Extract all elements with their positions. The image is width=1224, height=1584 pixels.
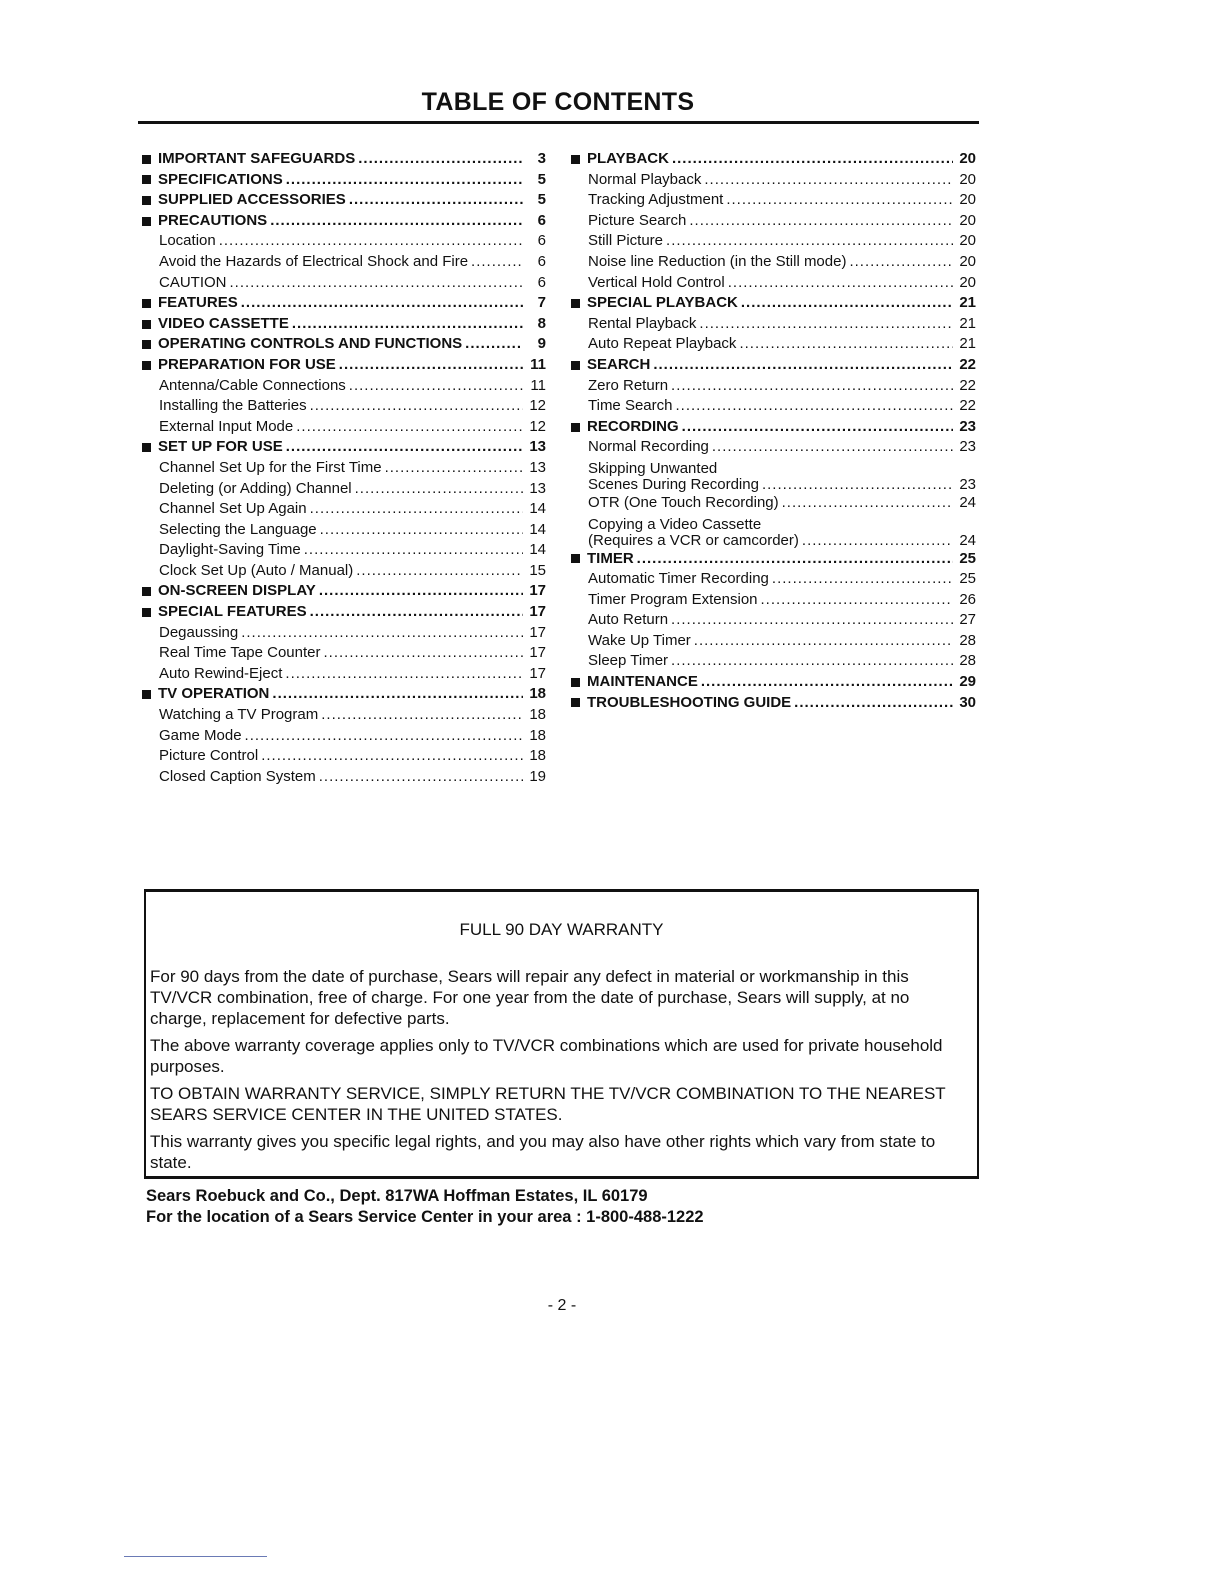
dot-leader <box>682 417 953 438</box>
toc-subentry <box>571 252 976 273</box>
toc-section <box>142 602 546 623</box>
toc-label: Real Time Tape Counter <box>159 644 321 662</box>
toc-label: ON-SCREEN DISPLAY <box>158 582 316 600</box>
toc-label: Selecting the Language <box>159 520 317 538</box>
toc-subentry <box>142 726 546 747</box>
toc-label: PREPARATION FOR USE <box>158 355 336 373</box>
toc-label: PLAYBACK <box>587 150 669 167</box>
toc-label: Auto Rewind-Eject <box>159 664 283 682</box>
toc-subentry <box>142 231 546 252</box>
toc-page-number: 18 <box>529 706 546 724</box>
toc-label: RECORDING <box>587 417 679 435</box>
dot-leader <box>761 590 954 611</box>
toc-label: OPERATING CONTROLS AND FUNCTIONS <box>158 335 463 353</box>
warranty-box <box>144 889 979 1179</box>
toc-subentry <box>571 273 976 294</box>
toc-label: CAUTION <box>159 273 227 291</box>
toc-page-number: 18 <box>529 726 546 744</box>
toc-section <box>142 437 546 458</box>
toc-subentry <box>142 705 546 726</box>
sears-phone: For the location of a Sears Service Center in your area : 1-800-488-1222 <box>146 1208 704 1226</box>
dot-leader <box>358 149 523 170</box>
page-number: - 2 - <box>547 1297 577 1314</box>
toc-label: Location <box>159 232 216 250</box>
toc-page-number: 20 <box>959 170 976 188</box>
toc-page-number: 24 <box>959 493 976 511</box>
toc-page-number: 14 <box>529 541 546 559</box>
toc-subentry <box>142 643 546 664</box>
dot-leader <box>285 664 523 685</box>
toc-page-number: 7 <box>537 294 546 312</box>
square-bullet-icon <box>142 299 151 308</box>
toc-label: Channel Set Up for the First Time <box>159 458 382 476</box>
toc-left-column <box>142 149 546 787</box>
toc-label: OTR (One Touch Recording) <box>588 493 779 511</box>
square-bullet-icon <box>142 340 151 349</box>
toc-subentry <box>571 590 976 611</box>
square-bullet-icon <box>142 196 151 205</box>
square-bullet-icon <box>142 217 151 226</box>
dot-leader <box>728 273 953 294</box>
toc-section <box>571 417 976 438</box>
dot-leader <box>849 252 953 273</box>
dot-leader <box>694 631 953 652</box>
toc-subentry <box>142 540 546 561</box>
toc-label: FEATURES <box>158 294 238 312</box>
toc-label: SEARCH <box>587 355 651 373</box>
toc-subentry <box>142 664 546 685</box>
toc-page-number: 3 <box>537 150 546 167</box>
toc-label: VIDEO CASSETTE <box>158 314 289 332</box>
dot-leader <box>230 273 524 294</box>
toc-subentry <box>142 561 546 582</box>
toc-page-number: 5 <box>537 170 546 188</box>
dot-leader <box>653 355 953 376</box>
toc-label: TV OPERATION <box>158 685 270 703</box>
toc-label: Still Picture <box>588 232 664 250</box>
toc-section <box>142 355 546 376</box>
dot-leader <box>385 458 523 479</box>
dot-leader <box>339 355 523 376</box>
toc-label: Auto Return <box>588 611 669 629</box>
toc-label: Timer Program Extension <box>588 590 758 608</box>
square-bullet-icon <box>571 155 580 164</box>
toc-label: Wake Up Timer <box>588 631 691 649</box>
toc-section <box>571 293 976 314</box>
toc-label: Normal Playback <box>588 170 702 188</box>
dot-leader <box>310 499 523 520</box>
dot-leader <box>699 314 953 335</box>
toc-page-number: 30 <box>959 693 976 711</box>
toc-subentry <box>571 396 976 417</box>
toc-label-line: (Requires a VCR or camcorder) <box>588 531 799 549</box>
toc-section <box>142 149 546 170</box>
toc-label: Picture Search <box>588 211 687 229</box>
toc-page-number: 20 <box>959 273 976 291</box>
toc-subentry <box>142 520 546 541</box>
toc-page-number: 18 <box>529 747 546 765</box>
toc-subentry <box>571 458 976 493</box>
dot-leader <box>712 437 953 458</box>
toc-section <box>142 684 546 705</box>
toc-page-number: 24 <box>959 531 976 549</box>
toc-label: Rental Playback <box>588 314 697 332</box>
toc-label: Closed Caption System <box>159 767 316 785</box>
toc-label: Auto Repeat Playback <box>588 335 737 353</box>
toc-page-number: 28 <box>959 652 976 670</box>
dot-leader <box>782 493 953 514</box>
toc-label: SUPPLIED ACCESSORIES <box>158 191 346 209</box>
dot-leader <box>762 477 953 493</box>
dot-leader <box>741 293 953 314</box>
warranty-title: FULL 90 DAY WARRANTY <box>459 920 664 939</box>
toc-label: Normal Recording <box>588 438 709 456</box>
toc-page-number: 12 <box>529 397 546 415</box>
square-bullet-icon <box>142 690 151 699</box>
toc-section <box>571 672 976 693</box>
dot-leader <box>319 767 523 788</box>
toc-page-number: 20 <box>959 211 976 229</box>
toc-subentry <box>571 376 976 397</box>
toc-page-number: 28 <box>959 631 976 649</box>
toc-section <box>142 170 546 191</box>
dot-leader <box>471 252 523 273</box>
toc-subentry <box>142 499 546 520</box>
toc-subentry <box>142 746 546 767</box>
toc-page-number: 13 <box>529 438 546 456</box>
square-bullet-icon <box>142 155 151 164</box>
toc-label: MAINTENANCE <box>587 673 698 691</box>
warranty-paragraph: For 90 days from the date of purchase, Sears will repair any defect in material or workmanship in this TV/VCR combination, free of charge. For one year from the date of purchase, Sears will supply, at no charge, replacement for defective parts. <box>150 967 910 1028</box>
toc-section <box>142 581 546 602</box>
dot-leader <box>286 170 523 191</box>
dot-leader <box>704 170 953 191</box>
warranty-paragraph: TO OBTAIN WARRANTY SERVICE, SIMPLY RETURN THE TV/VCR COMBINATION TO THE NEAREST SEARS SERVICE CENTER IN THE UNITED STATES. <box>150 1084 946 1124</box>
square-bullet-icon <box>571 423 580 432</box>
toc-page-number: 17 <box>529 623 546 641</box>
toc-label: PRECAUTIONS <box>158 211 268 229</box>
toc-page-number: 5 <box>537 191 546 209</box>
toc-subentry <box>142 417 546 438</box>
dot-leader <box>320 520 523 541</box>
dot-leader <box>739 334 953 355</box>
toc-section <box>571 355 976 376</box>
toc-page-number: 25 <box>959 570 976 588</box>
square-bullet-icon <box>142 175 151 184</box>
square-bullet-icon <box>142 608 151 617</box>
dot-leader <box>323 643 523 664</box>
dot-leader <box>701 672 953 693</box>
dot-leader <box>261 746 523 767</box>
toc-page-number: 29 <box>959 673 976 691</box>
toc-label: Picture Control <box>159 747 259 765</box>
toc-page-number: 23 <box>959 417 976 435</box>
dot-leader <box>292 314 523 335</box>
toc-page-number: 20 <box>959 150 976 167</box>
toc-label: Installing the Batteries <box>159 397 307 415</box>
dot-leader <box>726 190 953 211</box>
toc-page-number: 17 <box>529 644 546 662</box>
toc-subentry <box>142 458 546 479</box>
toc-page-number: 21 <box>959 335 976 353</box>
toc-label: Sleep Timer <box>588 652 669 670</box>
dot-leader <box>310 602 523 623</box>
toc-page-number: 27 <box>959 611 976 629</box>
dot-leader <box>355 479 523 500</box>
toc-label: Game Mode <box>159 726 242 744</box>
toc-subentry <box>571 334 976 355</box>
sears-contact <box>146 1186 704 1228</box>
toc-label: Degaussing <box>159 623 239 641</box>
toc-label: Antenna/Cable Connections <box>159 376 346 394</box>
toc-page-number: 15 <box>529 561 546 579</box>
toc-section <box>142 314 546 335</box>
dot-leader <box>356 561 523 582</box>
toc-label-line: Scenes During Recording <box>588 475 759 493</box>
toc-subentry <box>571 211 976 232</box>
toc-page-number: 22 <box>959 376 976 394</box>
toc-page-number: 14 <box>529 520 546 538</box>
dot-leader <box>671 651 953 672</box>
dot-leader <box>304 540 523 561</box>
toc-page-number: 23 <box>959 438 976 456</box>
toc-section <box>571 149 976 170</box>
toc-label: TROUBLESHOOTING GUIDE <box>587 693 792 711</box>
toc-section <box>571 549 976 570</box>
toc-page-number: 17 <box>529 603 546 621</box>
toc-label: Avoid the Hazards of Electrical Shock and Fire <box>159 252 469 270</box>
toc-page-number: 26 <box>959 590 976 608</box>
toc-subentry <box>571 514 976 549</box>
dot-leader <box>272 684 523 705</box>
toc-subentry <box>142 623 546 644</box>
toc-page-number: 20 <box>959 252 976 270</box>
square-bullet-icon <box>142 320 151 329</box>
toc-section <box>571 693 976 714</box>
dot-leader <box>321 705 523 726</box>
toc-page-number: 22 <box>959 397 976 415</box>
toc-page-number: 18 <box>529 685 546 703</box>
dot-leader <box>671 610 953 631</box>
dot-leader <box>245 726 523 747</box>
toc-page-number: 9 <box>537 335 546 353</box>
toc-page-number: 17 <box>529 582 546 600</box>
footer-rule <box>124 1556 267 1557</box>
toc-page-number: 25 <box>959 549 976 567</box>
toc-subentry <box>571 314 976 335</box>
toc-page-number: 6 <box>537 211 546 229</box>
dot-leader <box>349 190 523 211</box>
toc-subentry <box>571 190 976 211</box>
toc-subentry <box>571 437 976 458</box>
warranty-paragraph: The above warranty coverage applies only to TV/VCR combinations which are used for private household purposes. <box>150 1036 943 1076</box>
toc-label: Automatic Timer Recording <box>588 570 769 588</box>
page-title: TABLE OF CONTENTS <box>421 88 695 116</box>
square-bullet-icon <box>571 554 580 563</box>
dot-leader <box>310 396 523 417</box>
square-bullet-icon <box>571 698 580 707</box>
toc-label: SPECIFICATIONS <box>158 170 283 188</box>
toc-section <box>142 211 546 232</box>
toc-subentry <box>142 767 546 788</box>
toc-section <box>142 293 546 314</box>
dot-leader <box>241 623 523 644</box>
toc-subentry <box>571 170 976 191</box>
toc-page-number: 20 <box>959 232 976 250</box>
toc-label: Channel Set Up Again <box>159 500 307 518</box>
toc-subentry <box>142 252 546 273</box>
toc-subentry <box>571 569 976 590</box>
sears-address: Sears Roebuck and Co., Dept. 817WA Hoffman Estates, IL 60179 <box>146 1187 648 1205</box>
toc-page-number: 6 <box>537 252 546 270</box>
toc-right-column <box>571 149 976 713</box>
toc-page-number: 12 <box>529 417 546 435</box>
toc-subentry <box>571 231 976 252</box>
toc-page-number: 6 <box>537 232 546 250</box>
dot-leader <box>296 417 523 438</box>
toc-label: Noise line Reduction (in the Still mode) <box>588 252 847 270</box>
dot-leader <box>286 437 523 458</box>
square-bullet-icon <box>571 299 580 308</box>
toc-page-number: 13 <box>529 458 546 476</box>
dot-leader <box>319 581 523 602</box>
dot-leader <box>666 231 953 252</box>
toc-label: SPECIAL FEATURES <box>158 603 307 621</box>
toc-subentry <box>571 631 976 652</box>
dot-leader <box>675 396 953 417</box>
toc-label: Vertical Hold Control <box>588 273 725 291</box>
dot-leader <box>219 231 523 252</box>
toc-label-line: Skipping Unwanted <box>588 459 718 477</box>
warranty-text <box>150 966 967 1179</box>
toc-subentry <box>142 376 546 397</box>
toc-subentry <box>142 273 546 294</box>
toc-subentry <box>571 493 976 514</box>
warranty-paragraph: This warranty gives you specific legal rights, and you may also have other rights which vary from state to state. <box>150 1132 936 1172</box>
toc-subentry <box>142 396 546 417</box>
toc-label: Tracking Adjustment <box>588 191 724 209</box>
toc-page-number: 13 <box>529 479 546 497</box>
toc-label: Daylight-Saving Time <box>159 541 301 559</box>
toc-label: Time Search <box>588 397 673 415</box>
toc-label <box>588 461 759 493</box>
toc-subentry <box>571 610 976 631</box>
dot-leader <box>689 211 953 232</box>
toc-label: External Input Mode <box>159 417 294 435</box>
toc-page-number: 11 <box>530 355 546 373</box>
toc-label: Clock Set Up (Auto / Manual) <box>159 561 354 579</box>
toc-label: SET UP FOR USE <box>158 438 283 456</box>
square-bullet-icon <box>142 587 151 596</box>
toc-section <box>142 190 546 211</box>
toc-section <box>142 334 546 355</box>
square-bullet-icon <box>571 361 580 370</box>
toc-label: Deleting (or Adding) Channel <box>159 479 352 497</box>
toc-subentry <box>571 651 976 672</box>
dot-leader <box>241 293 523 314</box>
toc-label-line: Copying a Video Cassette <box>588 515 762 533</box>
toc-page-number: 19 <box>529 767 546 785</box>
toc-page-number: 23 <box>959 475 976 493</box>
dot-leader <box>349 376 523 397</box>
toc-page-number: 11 <box>530 376 546 394</box>
toc-label <box>588 517 799 549</box>
toc-page-number: 8 <box>537 314 546 332</box>
dot-leader <box>802 533 953 549</box>
toc-page-number: 20 <box>959 191 976 209</box>
title-rule <box>138 121 979 124</box>
toc-page-number: 17 <box>529 664 546 682</box>
dot-leader <box>465 334 523 355</box>
dot-leader <box>270 211 523 232</box>
dot-leader <box>671 376 953 397</box>
toc-page-number: 22 <box>959 355 976 373</box>
toc-page-number: 14 <box>529 500 546 518</box>
toc-label: Zero Return <box>588 376 669 394</box>
toc-subentry <box>142 479 546 500</box>
toc-label: Watching a TV Program <box>159 706 319 724</box>
square-bullet-icon <box>571 678 580 687</box>
dot-leader <box>672 149 953 170</box>
toc-page-number: 6 <box>537 273 546 291</box>
toc-label: TIMER <box>587 549 634 567</box>
square-bullet-icon <box>142 361 151 370</box>
dot-leader <box>772 569 953 590</box>
toc-page-number: 21 <box>959 294 976 312</box>
dot-leader <box>637 549 953 570</box>
toc-page-number: 21 <box>959 314 976 332</box>
square-bullet-icon <box>142 443 151 452</box>
dot-leader <box>794 693 953 714</box>
toc-label: SPECIAL PLAYBACK <box>587 294 738 312</box>
toc-label: IMPORTANT SAFEGUARDS <box>158 150 356 167</box>
